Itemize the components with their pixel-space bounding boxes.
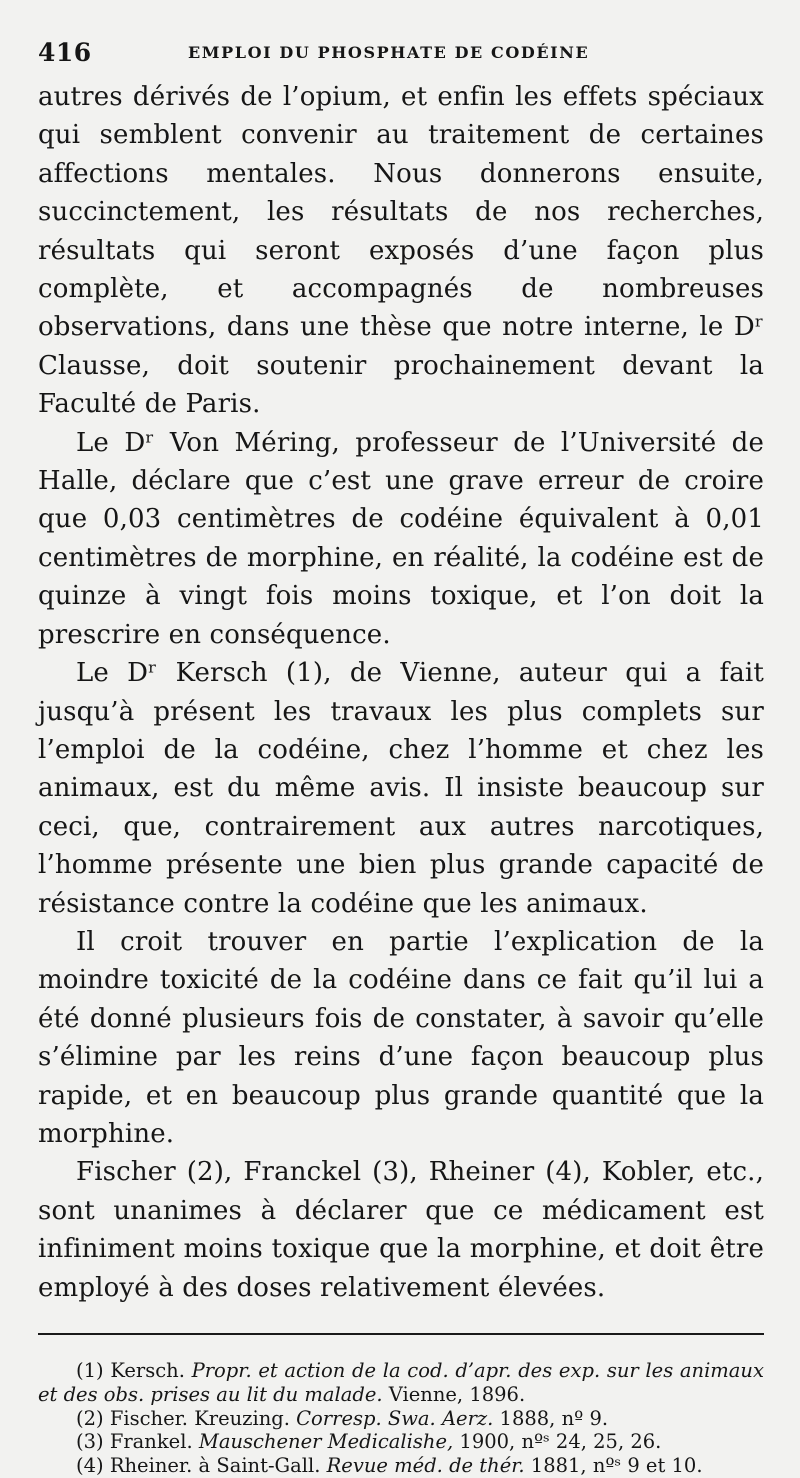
footnote-detail: Vienne, 1896. — [382, 1382, 526, 1406]
footnote-detail: 1888, nº 9. — [493, 1406, 609, 1430]
footnote-3 — [38, 1430, 764, 1454]
footnote-4 — [38, 1454, 764, 1478]
footnote-1 — [38, 1359, 764, 1407]
footnote-ref: (4) Rheiner. à Saint-Gall. — [76, 1454, 327, 1478]
paragraph: Fischer (2), Franckel (3), Rheiner (4), Kobler, etc., sont unanimes à déclarer que ce médicament est infiniment moins toxique que la morphine, et doit être employé à des doses relativement élevées. — [38, 1157, 764, 1303]
footnote-detail: 1881, nºˢ 9 et 10. — [524, 1454, 703, 1478]
footnote-ref: (3) Frankel. — [76, 1430, 199, 1454]
footnote-2 — [38, 1407, 764, 1431]
footnote-source: Revue méd. de thér. — [326, 1454, 525, 1478]
footnotes — [38, 1359, 764, 1478]
paragraph: Le Dʳ Von Méring, professeur de l’Université de Halle, déclare que c’est une grave erreur de croire que 0,03 centimètres de codéine équivalent à 0,01 centimètres de morphine, en réalité, la codéine est de quinze à vingt fois moins toxique, et l’on doit la prescrire en conséquence. — [38, 427, 764, 650]
footnote-ref: (1) Kersch. — [76, 1359, 192, 1382]
footnote-source: Mauschener Medicalishe, — [198, 1430, 454, 1454]
paragraph: Il croit trouver en partie l’explication de la moindre toxicité de la codéine dans ce fait qu’il lui a été donné plusieurs fois de constater, à savoir qu’elle s’élimine par les reins d’une façon beaucoup plus rapide, et en beaucoup plus grande quantité que la morphine. — [38, 926, 764, 1149]
paragraph: autres dérivés de l’opium, et enfin les effets spéciaux qui semblent convenir au traitement de certaines affections mentales. Nous donnerons ensuite, succinctement, les résultats de nos recherches, résultats qui seront exposés d’une façon plus complète, et accompagnés de nombreuses observations, dans une thèse que notre interne, le Dʳ Clausse, doit soutenir prochainement devant la Faculté de Paris. — [38, 82, 764, 420]
body-text — [38, 78, 764, 1307]
page-number: 416 — [38, 38, 92, 67]
footnote-ref: (2) Fischer. Kreuzing. — [76, 1406, 297, 1430]
footnote-detail: 1900, nºˢ 24, 25, 26. — [453, 1430, 662, 1454]
running-title: EMPLOI DU PHOSPHATE DE CODÉINE — [188, 43, 590, 62]
footnote-source: Corresp. Swa. Aerz. — [296, 1406, 494, 1430]
page-header — [38, 38, 764, 78]
footnote-source: Propr. et action de la cod. d’apr. des exp. sur les animaux et des obs. prises au lit du malade. — [38, 1359, 764, 1406]
footnote-divider — [38, 1333, 764, 1335]
paragraph: Le Dʳ Kersch (1), de Vienne, auteur qui a fait jusqu’à présent les travaux les plus complets sur l’emploi de la codéine, chez l’homme et chez les animaux, est du même avis. Il insiste beaucoup sur ceci, que, contrairement aux autres narcotiques, l’homme présente une bien plus grande capacité de résistance contre la codéine que les animaux. — [38, 658, 764, 919]
